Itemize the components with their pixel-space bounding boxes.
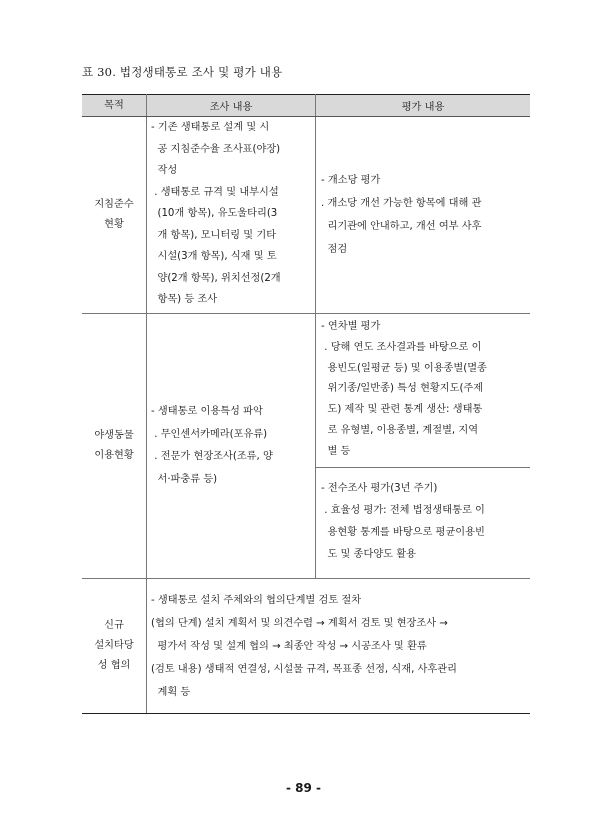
survey-line: (10개 항목), 유도울타리(3 [151, 208, 278, 219]
table-caption: 표 30. 법정생태통로 조사 및 평가 내용 [82, 65, 283, 79]
purpose-line: 현황 [104, 219, 124, 230]
survey-line: 항목) 등 조사 [151, 294, 218, 305]
evaluation-line: 위기종/일반종) 특성 현황지도(주제 [321, 383, 484, 395]
header-purpose: 목적 [82, 95, 147, 117]
survey-line: - 기존 생태통로 설계 및 시 [151, 122, 270, 133]
purpose-line: 야생동물 [94, 430, 134, 441]
purpose-cell [82, 314, 147, 579]
evaluation-line: 점검 [321, 244, 348, 255]
header-evaluation: 평가 내용 [316, 95, 531, 117]
survey-line: 서·파충류 등) [151, 473, 218, 485]
purpose-cell [82, 117, 147, 314]
survey-line: 개 항목), 모니터링 및 기타 [151, 229, 277, 241]
table-header-row [82, 95, 530, 117]
evaluation-line: 도 및 종다양도 활용 [321, 549, 416, 560]
evaluation-line: - 연차별 평가 [321, 321, 381, 332]
survey-cell [147, 314, 316, 579]
purpose-line: 설치타당 [94, 640, 134, 651]
evaluation-line: 로 유형별, 이용종별, 계절별, 지역 [321, 424, 479, 436]
evaluation-line: 리기관에 안내하고, 개선 여부 사후 [321, 221, 482, 232]
evaluation-line: 도) 제작 및 관련 통계 생산: 생태통 [321, 404, 483, 416]
table-row [82, 117, 530, 314]
evaluation-line: . 개소당 개선 가능한 항목에 대해 관 [321, 198, 482, 209]
survey-evaluation-table [82, 94, 530, 714]
annual-evaluation-block [316, 314, 530, 468]
evaluation-cell [316, 314, 531, 579]
evaluation-line: . 효율성 평가: 전체 법정생태통로 이 [321, 505, 485, 516]
census-evaluation-block [316, 468, 530, 578]
merged-line: - 생태통로 설치 주체와의 협의단계별 검토 절차 [151, 594, 362, 606]
merged-line: (협의 단계) 설치 계획서 및 의견수렴 → 계획서 검토 및 현장조사 → [151, 617, 448, 629]
purpose-cell [82, 579, 147, 714]
survey-line: . 무인센서카메라(포유류) [151, 428, 268, 440]
evaluation-line: . 당해 연도 조사결과를 바탕으로 이 [321, 341, 482, 353]
survey-line: 시설(3개 항목), 식재 및 토 [151, 251, 277, 262]
purpose-line: 신규 [104, 620, 124, 631]
purpose-line: 이용현황 [94, 450, 134, 461]
evaluation-cell [316, 117, 531, 314]
purpose-line: 지침준수 [94, 199, 134, 210]
survey-line: - 생태통로 이용특성 파악 [151, 406, 263, 417]
merged-content-cell [147, 579, 531, 714]
evaluation-line: - 전수조사 평가(3년 주기) [321, 483, 438, 494]
survey-line: . 생태통로 규격 및 내부시설 [151, 186, 279, 198]
survey-line: 공 지침준수율 조사표(야장) [151, 143, 281, 155]
evaluation-line: - 개소당 평가 [321, 175, 381, 186]
table-row [82, 579, 530, 714]
survey-line: 양(2개 항목), 위치선정(2개 [151, 272, 281, 284]
evaluation-line: 용빈도(일평균 등) 및 이용종별(멸종 [321, 362, 487, 374]
page-number: - 89 - [285, 781, 321, 795]
survey-line: . 전문가 현장조사(조류, 양 [151, 451, 273, 462]
header-survey: 조사 내용 [147, 95, 316, 117]
survey-line: 작성 [151, 165, 178, 176]
evaluation-line: 별 등 [321, 445, 351, 457]
merged-line: 계획 등 [151, 686, 191, 698]
merged-line: 평가서 작성 및 설계 협의 → 최종안 작성 → 시공조사 및 환류 [151, 640, 427, 652]
survey-cell [147, 117, 316, 314]
purpose-line: 성 협의 [97, 660, 131, 671]
table-row [82, 314, 530, 579]
evaluation-line: 용현황 통계를 바탕으로 평균이용빈 [321, 527, 485, 538]
merged-line: (검토 내용) 생태적 연결성, 시설물 규격, 목표종 선정, 식재, 사후관리 [151, 663, 457, 675]
